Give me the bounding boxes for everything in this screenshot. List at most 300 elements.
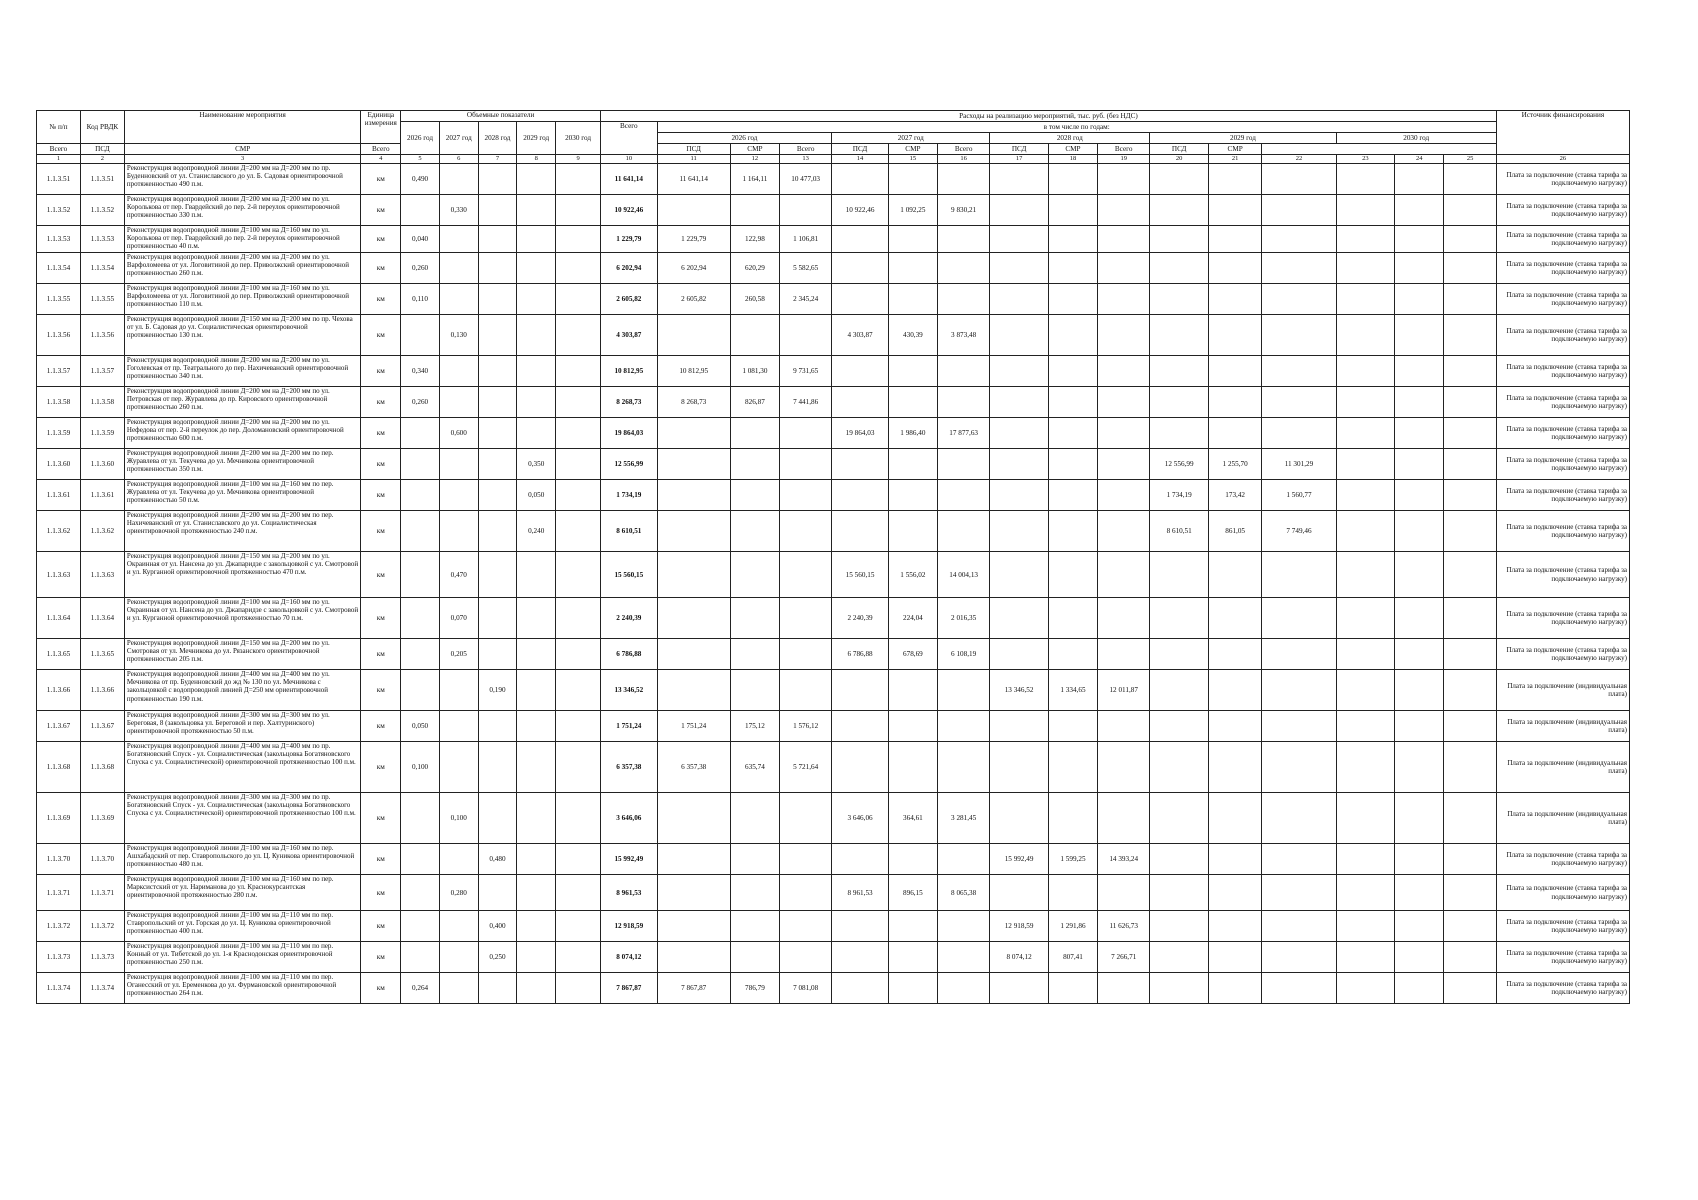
header-sub-total: Всего [361,144,401,155]
row-cost-cell [657,844,730,875]
row-volume-2029 [517,387,556,418]
row-number: 1.1.3.69 [37,793,81,844]
row-kod: 1.1.3.69 [80,793,124,844]
row-cost-cell: 1 576,12 [779,711,831,742]
row-volume-2030 [556,911,601,942]
row-cost-cell [1444,449,1496,480]
row-kod: 1.1.3.53 [80,226,124,253]
row-volume-2028 [478,552,517,598]
row-kod: 1.1.3.61 [80,480,124,511]
row-volume-2026 [401,911,440,942]
row-cost-cell [1336,480,1395,511]
row-cost-cell [1208,356,1261,387]
row-cost-cell [1048,315,1097,356]
row-cost-cell [1395,226,1444,253]
investment-table-sheet [36,110,1630,1004]
row-cost-cell [1336,315,1395,356]
row-cost-cell [1048,875,1097,911]
row-cost-cell: 19 864,03 [832,418,889,449]
row-volume-2028 [478,793,517,844]
row-cost-cell [1150,164,1209,195]
row-volume-2027: 0,205 [439,639,478,670]
row-cost-cell [657,511,730,552]
row-cost-cell [1150,711,1209,742]
row-cost-cell [937,253,989,284]
row-cost-cell: 1 092,25 [888,195,937,226]
row-cost-cell [1048,387,1097,418]
row-cost-cell [730,418,779,449]
row-funding-source: Плата за подключение (индивидуальная плата) [1496,742,1629,793]
row-volume-2030 [556,253,601,284]
header-sub-total: Всего [937,144,989,155]
row-cost-cell [1208,253,1261,284]
row-cost-cell [1395,639,1444,670]
row-total-cost: 15 560,15 [601,552,658,598]
column-number: 20 [1150,155,1209,164]
row-cost-cell [1395,449,1444,480]
row-cost-cell [832,480,889,511]
row-cost-cell [1150,639,1209,670]
row-cost-cell [1395,844,1444,875]
row-cost-cell: 3 873,48 [937,315,989,356]
row-cost-cell [1444,844,1496,875]
row-cost-cell [990,480,1049,511]
row-cost-cell [1150,844,1209,875]
row-volume-2029: 0,350 [517,449,556,480]
row-volume-2030 [556,942,601,973]
row-kod: 1.1.3.56 [80,315,124,356]
row-cost-cell: 11 301,29 [1262,449,1336,480]
table-row [37,511,1630,552]
header-sub-smr: СМР [1208,144,1261,155]
column-number: 23 [1336,155,1395,164]
row-cost-cell [1336,973,1395,1004]
row-cost-cell [1444,875,1496,911]
row-cost-cell [1150,284,1209,315]
row-cost-cell [779,844,831,875]
row-total-cost: 2 605,82 [601,284,658,315]
row-unit: км [361,195,401,226]
row-cost-cell [937,742,989,793]
row-cost-cell [1098,742,1150,793]
row-number: 1.1.3.72 [37,911,81,942]
header-cost-2029: 2029 год [1150,133,1336,144]
row-funding-source: Плата за подключение (ставка тарифа за подключаемую нагрузку) [1496,449,1629,480]
row-cost-cell [730,511,779,552]
row-cost-cell [937,511,989,552]
header-sub-psd: ПСД [657,144,730,155]
row-funding-source: Плата за подключение (ставка тарифа за подключаемую нагрузку) [1496,598,1629,639]
row-funding-source: Плата за подключение (ставка тарифа за подключаемую нагрузку) [1496,552,1629,598]
row-cost-cell [1395,742,1444,793]
row-event-name: Реконструкция водопроводной линии Д=100 мм на Д=110 мм по пер. Ставропольский от ул. Горская до ул. Ц. Куникова ориентировочной протяженностью 400 п.м. [124,911,361,942]
header-incl-by-years: в том числе по годам: [657,122,1496,133]
header-sub-psd: ПСД [990,144,1049,155]
row-cost-cell: 1 255,70 [1208,449,1261,480]
row-kod: 1.1.3.70 [80,844,124,875]
row-cost-cell [1444,387,1496,418]
row-volume-2026: 0,260 [401,253,440,284]
row-total-cost: 8 074,12 [601,942,658,973]
row-cost-cell [1395,511,1444,552]
row-cost-cell [937,387,989,418]
row-total-cost: 6 202,94 [601,253,658,284]
row-volume-2029 [517,315,556,356]
row-cost-cell [1336,253,1395,284]
row-cost-cell [1444,742,1496,793]
table-row [37,793,1630,844]
row-event-name: Реконструкция водопроводной линии Д=300 мм на Д=300 мм по пр. Богатяновский Спуск - ул. Социалистическая (закольцовка Богатяновского Спуска с ул. Социалистической) ориентировочной протяженностью 100 п.м. [124,793,361,844]
row-cost-cell [1444,480,1496,511]
row-kod: 1.1.3.59 [80,418,124,449]
row-cost-cell [990,639,1049,670]
row-cost-cell [888,164,937,195]
header-sub-smr: СМР [888,144,937,155]
row-volume-2029 [517,226,556,253]
row-cost-cell [730,911,779,942]
row-volume-2028 [478,418,517,449]
row-funding-source: Плата за подключение (ставка тарифа за подключаемую нагрузку) [1496,973,1629,1004]
row-cost-cell [937,356,989,387]
row-cost-cell [1150,418,1209,449]
row-cost-cell [1098,449,1150,480]
row-volume-2030 [556,226,601,253]
header-vol-2026: 2026 год [401,122,440,155]
row-volume-2029 [517,356,556,387]
row-cost-cell [1262,387,1336,418]
row-cost-cell: 13 346,52 [990,670,1049,711]
row-cost-cell [1262,973,1336,1004]
row-cost-cell [937,480,989,511]
row-volume-2026 [401,315,440,356]
row-number: 1.1.3.64 [37,598,81,639]
row-cost-cell [1098,387,1150,418]
column-number: 5 [401,155,440,164]
row-volume-2026 [401,875,440,911]
row-cost-cell [1048,195,1097,226]
row-kod: 1.1.3.54 [80,253,124,284]
row-cost-cell [1048,639,1097,670]
row-event-name: Реконструкция водопроводной линии Д=400 мм на Д=400 мм по ул. Мечникова от пр. Буденновский до жд № 130 по ул. Мечникова с закольцовкой с водопроводной линией Д=250 мм ориентировочной протяженностью 190 п.м. [124,670,361,711]
row-funding-source: Плата за подключение (ставка тарифа за подключаемую нагрузку) [1496,226,1629,253]
row-number: 1.1.3.68 [37,742,81,793]
column-number: 22 [1262,155,1336,164]
row-cost-cell [937,973,989,1004]
header-sub-total: Всего [37,144,81,155]
row-cost-cell [657,315,730,356]
row-number: 1.1.3.65 [37,639,81,670]
row-cost-cell: 7 441,86 [779,387,831,418]
row-cost-cell [1336,164,1395,195]
row-cost-cell [730,598,779,639]
row-volume-2030 [556,284,601,315]
row-unit: км [361,284,401,315]
row-cost-cell [1048,480,1097,511]
row-cost-cell: 5 721,64 [779,742,831,793]
row-cost-cell [1048,418,1097,449]
row-cost-cell [990,973,1049,1004]
row-volume-2027 [439,480,478,511]
row-volume-2026: 0,264 [401,973,440,1004]
row-total-cost: 12 556,99 [601,449,658,480]
row-volume-2027 [439,164,478,195]
row-cost-cell: 12 918,59 [990,911,1049,942]
row-cost-cell [779,598,831,639]
row-cost-cell [779,639,831,670]
row-cost-cell [1098,480,1150,511]
row-cost-cell [1208,195,1261,226]
row-cost-cell: 224,04 [888,598,937,639]
row-unit: км [361,449,401,480]
row-cost-cell [779,793,831,844]
row-cost-cell [832,226,889,253]
row-cost-cell: 826,87 [730,387,779,418]
row-unit: км [361,552,401,598]
row-volume-2028 [478,387,517,418]
row-event-name: Реконструкция водопроводной линии Д=100 мм на Д=110 мм по пер. Конный от ул. Тибетской до ул. 1-я Краснодонская ориентировочной протяженностью 250 п.м. [124,942,361,973]
row-funding-source: Плата за подключение (ставка тарифа за подключаемую нагрузку) [1496,942,1629,973]
row-funding-source: Плата за подключение (ставка тарифа за подключаемую нагрузку) [1496,195,1629,226]
table-row [37,911,1630,942]
row-cost-cell: 7 749,46 [1262,511,1336,552]
column-number: 12 [730,155,779,164]
row-funding-source: Плата за подключение (ставка тарифа за подключаемую нагрузку) [1496,844,1629,875]
row-cost-cell [779,875,831,911]
row-volume-2026 [401,511,440,552]
row-cost-cell [1262,742,1336,793]
row-total-cost: 10 812,95 [601,356,658,387]
row-number: 1.1.3.71 [37,875,81,911]
row-cost-cell [730,942,779,973]
row-cost-cell [1048,711,1097,742]
row-total-cost: 10 922,46 [601,195,658,226]
row-cost-cell [1208,639,1261,670]
row-cost-cell [1444,164,1496,195]
row-volume-2029 [517,742,556,793]
table-row [37,195,1630,226]
row-cost-cell [779,552,831,598]
row-unit: км [361,226,401,253]
row-volume-2026: 0,260 [401,387,440,418]
row-cost-cell [779,480,831,511]
row-cost-cell [888,449,937,480]
row-cost-cell [990,449,1049,480]
row-cost-cell [1150,315,1209,356]
row-cost-cell [730,844,779,875]
row-volume-2030 [556,639,601,670]
row-cost-cell [990,195,1049,226]
row-volume-2030 [556,387,601,418]
row-cost-cell [657,639,730,670]
row-cost-cell [1048,356,1097,387]
row-funding-source: Плата за подключение (ставка тарифа за подключаемую нагрузку) [1496,356,1629,387]
row-cost-cell [1262,315,1336,356]
row-cost-cell [990,711,1049,742]
row-kod: 1.1.3.63 [80,552,124,598]
row-cost-cell [1208,418,1261,449]
row-cost-cell [657,449,730,480]
row-cost-cell [832,164,889,195]
table-row [37,598,1630,639]
row-cost-cell: 678,69 [888,639,937,670]
row-cost-cell [1048,511,1097,552]
row-volume-2030 [556,418,601,449]
column-number: 25 [1444,155,1496,164]
row-cost-cell [1048,449,1097,480]
row-cost-cell: 620,29 [730,253,779,284]
row-cost-cell [1208,315,1261,356]
row-event-name: Реконструкция водопроводной линии Д=300 мм на Д=300 мм по ул. Береговая, 8 (закольцовка ул. Береговой и пер. Халтуринского) ориентировочной протяженностью 50 п.м. [124,711,361,742]
row-cost-cell [1444,552,1496,598]
row-cost-cell [832,742,889,793]
table-row [37,711,1630,742]
row-cost-cell [779,315,831,356]
header-sub-psd: ПСД [832,144,889,155]
row-kod: 1.1.3.72 [80,911,124,942]
row-cost-cell [1048,973,1097,1004]
row-cost-cell [657,911,730,942]
row-cost-cell [937,226,989,253]
row-cost-cell [1336,226,1395,253]
row-cost-cell: 8 961,53 [832,875,889,911]
row-cost-cell [888,387,937,418]
row-cost-cell: 1 106,81 [779,226,831,253]
row-cost-cell [1336,356,1395,387]
row-cost-cell [1395,253,1444,284]
row-event-name: Реконструкция водопроводной линии Д=200 мм на Д=200 мм по пер. Журавлева от ул. Текучева до ул. Мечникова ориентировочной протяженностью 350 п.м. [124,449,361,480]
row-cost-cell [1262,844,1336,875]
row-volume-2028 [478,284,517,315]
table-row [37,284,1630,315]
row-cost-cell: 7 867,87 [657,973,730,1004]
row-cost-cell: 1 751,24 [657,711,730,742]
row-event-name: Реконструкция водопроводной линии Д=200 мм на Д=200 мм по пер. Нахичеванский от ул. Станиславского до ул. Социалистическая ориентировочной протяженностью 240 п.м. [124,511,361,552]
row-cost-cell [1336,875,1395,911]
row-cost-cell [1208,844,1261,875]
row-volume-2026 [401,195,440,226]
row-cost-cell [730,449,779,480]
row-cost-cell [937,449,989,480]
row-unit: км [361,844,401,875]
row-cost-cell [832,253,889,284]
row-kod: 1.1.3.62 [80,511,124,552]
row-cost-cell [1098,973,1150,1004]
column-number: 1 [37,155,81,164]
row-unit: км [361,598,401,639]
row-kod: 1.1.3.71 [80,875,124,911]
row-cost-cell [1048,284,1097,315]
row-volume-2026: 0,100 [401,742,440,793]
row-funding-source: Плата за подключение (индивидуальная плата) [1496,711,1629,742]
row-cost-cell [1098,793,1150,844]
row-volume-2029 [517,793,556,844]
row-volume-2030 [556,480,601,511]
row-cost-cell: 6 786,88 [832,639,889,670]
row-volume-2029 [517,598,556,639]
header-vol-2028: 2028 год [478,122,517,155]
row-volume-2029 [517,418,556,449]
row-total-cost: 1 751,24 [601,711,658,742]
row-total-cost: 13 346,52 [601,670,658,711]
row-cost-cell [832,973,889,1004]
row-cost-cell [937,284,989,315]
row-volume-2027 [439,711,478,742]
row-volume-2026 [401,449,440,480]
column-number: 10 [601,155,658,164]
column-number: 3 [124,155,361,164]
row-cost-cell [1208,742,1261,793]
row-event-name: Реконструкция водопроводной линии Д=400 мм на Д=400 мм по пр. Богатяновский Спуск - ул. Социалистическая (закольцовка Богатяновского Спуска с ул. Социалистической) ориентировочной протяженностью 100 п.м. [124,742,361,793]
row-cost-cell [888,973,937,1004]
row-cost-cell: 2 016,35 [937,598,989,639]
row-volume-2027 [439,942,478,973]
row-volume-2027: 0,070 [439,598,478,639]
row-cost-cell [1048,742,1097,793]
row-cost-cell: 260,58 [730,284,779,315]
row-unit: км [361,911,401,942]
row-total-cost: 2 240,39 [601,598,658,639]
column-number: 2 [80,155,124,164]
row-cost-cell: 896,15 [888,875,937,911]
row-kod: 1.1.3.64 [80,598,124,639]
row-volume-2027 [439,511,478,552]
row-cost-cell [888,670,937,711]
row-volume-2026 [401,552,440,598]
row-cost-cell [1395,195,1444,226]
row-volume-2030 [556,844,601,875]
row-unit: км [361,315,401,356]
row-number: 1.1.3.53 [37,226,81,253]
row-volume-2026 [401,598,440,639]
row-number: 1.1.3.57 [37,356,81,387]
row-kod: 1.1.3.51 [80,164,124,195]
row-cost-cell [1395,875,1444,911]
row-number: 1.1.3.56 [37,315,81,356]
column-number: 15 [888,155,937,164]
row-total-cost: 11 641,14 [601,164,658,195]
row-cost-cell [1098,253,1150,284]
header-vol-2027: 2027 год [439,122,478,155]
row-volume-2029 [517,844,556,875]
row-cost-cell [1262,253,1336,284]
row-unit: км [361,164,401,195]
header-kod-rvdk: Код РВДК [80,111,124,144]
row-cost-cell [1150,942,1209,973]
row-cost-cell: 12 011,87 [1098,670,1150,711]
row-unit: км [361,387,401,418]
column-number: 11 [657,155,730,164]
row-number: 1.1.3.67 [37,711,81,742]
row-volume-2027: 0,330 [439,195,478,226]
row-unit: км [361,711,401,742]
row-cost-cell [888,711,937,742]
row-cost-cell [1336,449,1395,480]
header-cost-2027: 2027 год [832,133,990,144]
row-cost-cell: 8 074,12 [990,942,1049,973]
row-cost-cell [779,195,831,226]
row-cost-cell: 10 812,95 [657,356,730,387]
row-volume-2028 [478,875,517,911]
header-total: Всего [601,122,658,155]
row-cost-cell [1336,387,1395,418]
row-cost-cell [1262,226,1336,253]
row-cost-cell [1098,356,1150,387]
header-sub-smr: СМР [124,144,361,155]
row-volume-2026 [401,942,440,973]
row-unit: км [361,511,401,552]
row-total-cost: 6 357,38 [601,742,658,793]
row-cost-cell [832,844,889,875]
